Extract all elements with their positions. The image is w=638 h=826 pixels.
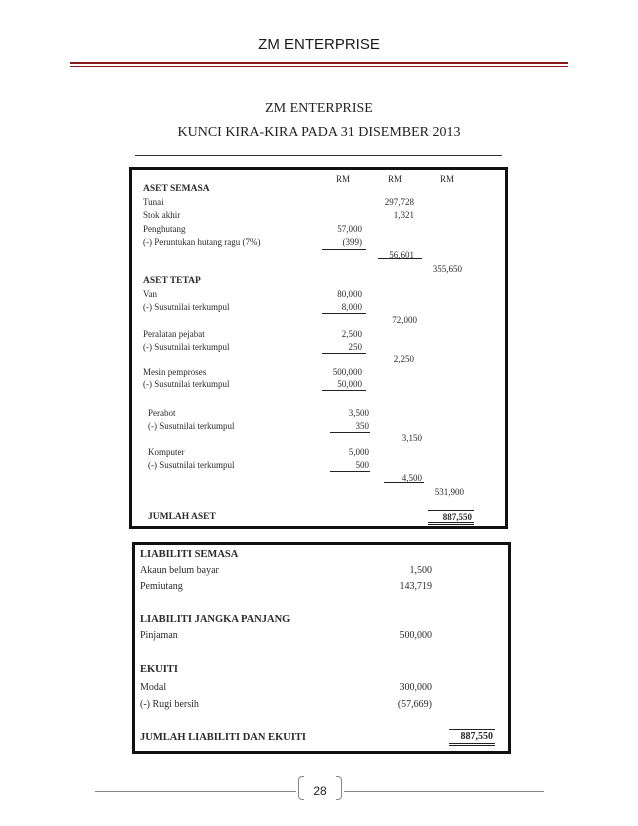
row-label: (-) Susutnilai terkumpul xyxy=(143,342,230,352)
subtotal-value: 531,900 xyxy=(434,487,464,497)
row-value: 57,000 xyxy=(337,224,362,234)
row-value: 3,500 xyxy=(348,408,369,418)
row-label: (-) Peruntukan hutang ragu (7%) xyxy=(143,237,261,247)
row-label: Stok akhir xyxy=(143,210,181,220)
company-name: ZM ENTERPRISE xyxy=(265,101,373,116)
row-label: Mesin pemproses xyxy=(143,367,207,377)
row-value: 500 xyxy=(355,460,369,470)
subtotal-value: 355,650 xyxy=(432,264,462,274)
row-value: 500,000 xyxy=(332,367,362,377)
row-label: Tunai xyxy=(143,197,164,207)
current-assets-heading: ASET SEMASA xyxy=(143,184,210,194)
title-rule xyxy=(135,155,502,156)
row-value: 350 xyxy=(355,421,369,431)
row-value: 56,601 xyxy=(389,250,414,260)
page-number: 28 xyxy=(313,784,327,798)
row-value: 50,000 xyxy=(337,379,362,389)
statement-title: KUNCI KIRA-KIRA PADA 31 DISEMBER 2013 xyxy=(177,125,461,140)
row-label: Peralatan pejabat xyxy=(143,329,205,339)
row-value: (57,669) xyxy=(397,699,432,710)
col-rm-2: RM xyxy=(388,174,403,184)
footer-rule-left xyxy=(95,791,296,792)
fixed-assets-heading: ASET TETAP xyxy=(143,276,201,286)
row-value: 297,728 xyxy=(384,197,414,207)
row-value: 1,500 xyxy=(409,565,432,576)
underline xyxy=(322,353,366,354)
row-label: (-) Susutnilai terkumpul xyxy=(148,460,235,470)
row-value: 8,000 xyxy=(341,302,362,312)
row-value: 4,500 xyxy=(401,473,422,483)
row-label: Akaun belum bayar xyxy=(140,565,219,576)
running-header: ZM ENTERPRISE xyxy=(258,36,380,53)
row-value: 1,321 xyxy=(393,210,414,220)
row-label: Komputer xyxy=(148,447,185,457)
underline xyxy=(322,390,366,391)
current-liabilities-heading: LIABILITI SEMASA xyxy=(140,549,239,560)
total-assets-label: JUMLAH ASET xyxy=(148,512,216,522)
row-value: 500,000 xyxy=(399,630,432,641)
row-label: Pinjaman xyxy=(140,630,178,641)
underline xyxy=(330,471,370,472)
row-label: Pemiutang xyxy=(140,581,183,592)
row-label: Perabot xyxy=(148,408,176,418)
row-label: (-) Rugi bersih xyxy=(140,699,199,710)
underline xyxy=(384,482,424,483)
row-label: (-) Susutnilai terkumpul xyxy=(148,421,235,431)
header-rule xyxy=(70,62,568,64)
underline xyxy=(330,432,370,433)
col-rm-1: RM xyxy=(336,174,351,184)
col-rm-3: RM xyxy=(440,174,455,184)
underline xyxy=(322,313,366,314)
row-label: (-) Susutnilai terkumpul xyxy=(143,302,230,312)
row-value: 143,719 xyxy=(399,581,432,592)
row-label: Penghutang xyxy=(143,224,186,234)
equity-heading: EKUITI xyxy=(140,664,178,675)
double-underline xyxy=(449,743,495,746)
row-value: (399) xyxy=(342,237,362,247)
underline xyxy=(449,729,495,730)
long-term-liabilities-heading: LIABILITI JANGKA PANJANG xyxy=(140,614,291,625)
underline xyxy=(322,249,366,250)
row-label: (-) Susutnilai terkumpul xyxy=(143,379,230,389)
header-rule-thin xyxy=(70,66,568,67)
row-label: Modal xyxy=(140,682,167,693)
total-assets-value: 887,550 xyxy=(442,512,472,522)
footer-rule-right xyxy=(344,791,544,792)
row-value: 3,150 xyxy=(401,433,422,443)
underline xyxy=(428,510,474,511)
row-value: 250 xyxy=(348,342,362,352)
row-value: 300,000 xyxy=(399,682,432,693)
row-value: 5,000 xyxy=(348,447,369,457)
row-value: 2,500 xyxy=(341,329,362,339)
total-liabilities-equity-label: JUMLAH LIABILITI DAN EKUITI xyxy=(140,732,306,743)
row-value: 72,000 xyxy=(392,315,417,325)
row-value: 2,250 xyxy=(393,354,414,364)
row-label: Van xyxy=(143,289,157,299)
row-value: 80,000 xyxy=(337,289,362,299)
total-liabilities-equity-value: 887,550 xyxy=(460,731,493,742)
double-underline xyxy=(428,522,474,525)
